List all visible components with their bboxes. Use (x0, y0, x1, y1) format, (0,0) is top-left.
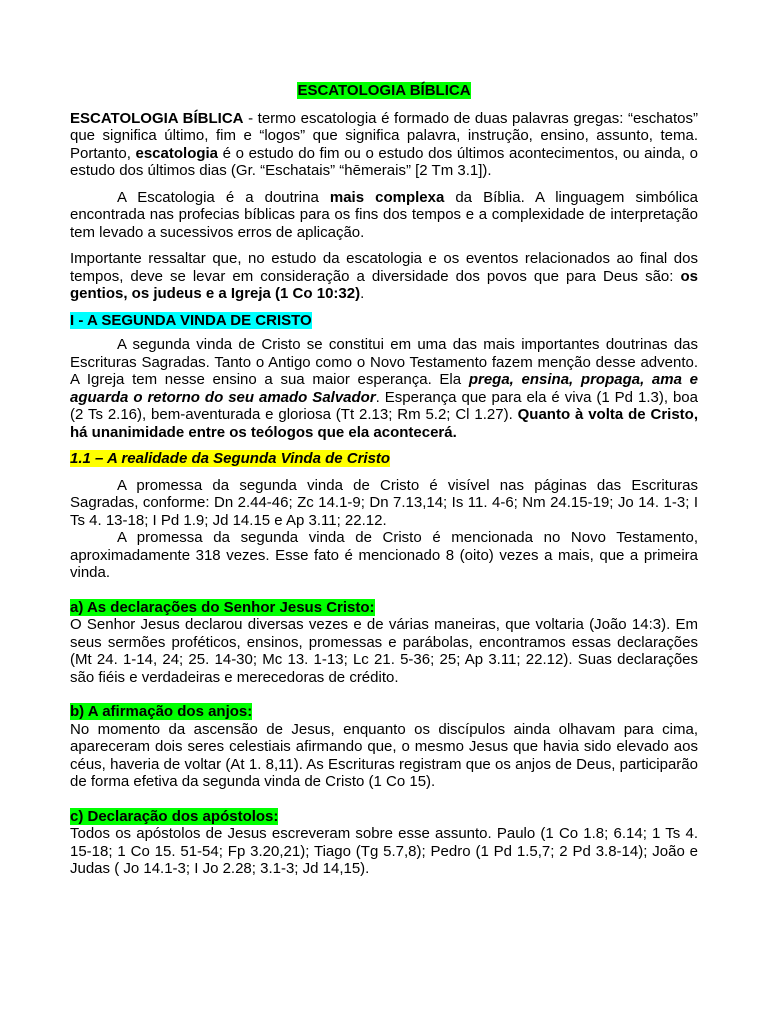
intro-text-2: é o estudo do fim ou o estudo dos últimos acontecimentos, ou ainda, o estudo dos últimos dias (Gr. “Eschatais” “hēmerais” [2 Tm 3.1]). (70, 144, 698, 179)
subheading-c-text: c) Declaração dos apóstolos: (70, 807, 279, 825)
intro-paragraph-2 (70, 189, 698, 242)
intro2-text-2: da Bíblia. A linguagem simbólica encontrada nas profecias bíblicas para os fins dos tempos e a complexidade de interpretação tem levado a sucessivos erros de aplicação. (70, 188, 698, 241)
subheading-c (70, 808, 698, 826)
subheading-a (70, 599, 698, 617)
intro2-text-1: A Escatologia é a doutrina (117, 188, 330, 206)
section1-text-2: . Esperança que para ela é viva (1 Pd 1.3), boa (2 Ts 2.16), bem-aventurada e gloriosa (Tt 2.13; Rm 5.2; Cl 1.27). (70, 388, 698, 423)
section1-emphasis: prega, ensina, propaga, ama e aguarda o retorno do seu amado Salvador (70, 371, 698, 406)
page-title-text: ESCATOLOGIA BÍBLICA (297, 82, 471, 99)
section-heading-1-text: I - A SEGUNDA VINDA DE CRISTO (70, 311, 312, 329)
section11-paragraph-2: A promessa da segunda vinda de Cristo é mencionada no Novo Testamento, aproximadamente 318 vezes. Esse fato é mencionado 8 (oito) vezes a mais, que a primeira vinda. (70, 529, 698, 581)
intro-paragraph-1 (70, 110, 698, 180)
section1-text-1: A segunda vinda de Cristo se constitui em uma das mais importantes doutrinas das Escrituras Sagradas. Tanto o Antigo como o Novo Testamento fazem menção desse advento. A Igreja tem nesse ensino a sua maior esperança. Ela (70, 336, 698, 388)
intro-keyword: escatologia (135, 144, 219, 162)
subheading-b-text: b) A afirmação dos anjos: (70, 703, 253, 720)
intro-text-1: - termo escatologia é formado de duas palavras gregas: “eschatos” que significa último, fim e “logos” que significa palavra, instrução, ensino, assunto, tema. Portanto, (70, 109, 698, 162)
intro3-emphasis: os gentios, os judeus e a Igreja (1 Co 10:32) (70, 267, 698, 302)
page-title (70, 82, 698, 100)
section-heading-1 (70, 312, 698, 330)
section-heading-1-1-text: 1.1 – A realidade da Segunda Vinda de Cristo (70, 450, 391, 467)
subheading-b (70, 703, 698, 721)
sub-a-paragraph: O Senhor Jesus declarou diversas vezes e de várias maneiras, que voltaria (João 14:3). Em seus sermões proféticos, ensinos, promessas e parábolas, encontramos essas declarações (Mt 24. 1-14, 24; 25. 14-30; Mc 13. 1-13; Lc 21. 5-36; 25; Ap 3.11; 22.12). Suas declarações são fiéis e verdadeiras e merecedoras de crédito. (70, 616, 698, 686)
intro-paragraph-3 (70, 250, 698, 303)
section-heading-1-1 (70, 450, 698, 468)
intro2-emphasis: mais complexa (329, 188, 445, 206)
intro-term: ESCATOLOGIA BÍBLICA (70, 109, 244, 127)
intro3-text-1: Importante ressaltar que, no estudo da escatologia e os eventos relacionados ao final dos tempos, deve se levar em consideração a diversidade dos povos que para Deus são: (70, 250, 698, 285)
sub-b-paragraph: No momento da ascensão de Jesus, enquanto os discípulos ainda olhavam para cima, apareceram dois seres celestiais afirmando que, o mesmo Jesus que havia sido elevado aos céus, haveria de voltar (At 1. 8,11). As Escrituras registram que os anjos de Deus, participarão de forma efetiva da segunda vinda de Cristo (1 Co 15). (70, 720, 698, 790)
subheading-a-text: a) As declarações do Senhor Jesus Cristo: (70, 598, 375, 616)
document-page (70, 82, 698, 878)
section1-conclusion: Quanto à volta de Cristo, há unanimidade entre os teólogos que ela acontecerá. (70, 406, 698, 441)
sub-c-paragraph: Todos os apóstolos de Jesus escreveram sobre esse assunto. Paulo (1 Co 1.8; 6.14; 1 Ts 4. 15-18; 1 Co 15. 51-54; Fp 3.20,21); Tiago (Tg 5.7,8); Pedro (1 Pd 1.5,7; 2 Pd 3.8-14); João e Judas ( Jo 14.1-3; I Jo 2.28; 3.1-3; Jd 14,15). (70, 825, 698, 877)
intro3-text-2: . (360, 285, 365, 302)
section11-paragraph-1: A promessa da segunda vinda de Cristo é visível nas páginas das Escrituras Sagradas, conforme: Dn 2.44-46; Zc 14.1-9; Dn 7.13,14; Is 11. 4-6; Nm 24.15-19; Jo 14. 1-3; I Ts 4. 13-18; I Pd 1.9; Jd 14.15 e Ap 3.11; 22.12. (70, 476, 698, 529)
section1-paragraph (70, 336, 698, 441)
